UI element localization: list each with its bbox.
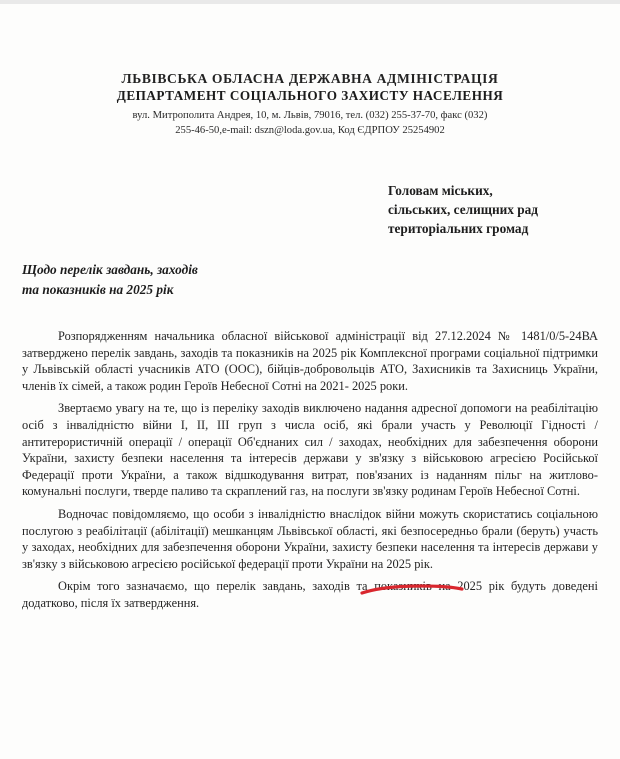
- addressee-line-3: територіальних громад: [388, 221, 529, 236]
- addressee-line-1: Головам міських,: [388, 183, 493, 198]
- contact-line-2: 255-46-50,e-mail: dszn@loda.gov.ua, Код ЄДРПОУ 25254902: [175, 125, 445, 136]
- subject-line-2: та показників на 2025 рік: [22, 282, 174, 297]
- addressee-line-2: сільських, селищних рад: [388, 202, 539, 217]
- body-paragraph-2: Звертаємо увагу на те, що із переліку заходів виключено надання адресної допомоги на реабілітацію осіб з інвалідністю війни І, ІІ, ІІІ груп з числа осіб, які брали участь у Революції Гідності / антитерористичній операції / операції Об'єднаних сил / заходах, необхідних для забезпечення оборони України, захисту безпеки населення та інтересів держави у зв'язку з військовою агресією Російської Федерації проти України, а також відшкодування витрат, пов'язаних із наданням пільг на житлово-комунальні послуги, тверде паливо та скраплений газ, на послуги зв'язку родинам Героїв Небесної Сотні.: [22, 401, 598, 499]
- body-paragraph-3: Водночас повідомляємо, що особи з інвалідністю внаслідок війни можуть скористатись соціальною послугою з реабілітації (абілітації) мешканцям Львівської області, які безпосередньо брали (беруть) участь у заходах, необхідних для забезпечення оборони України, захисту безпеки населення та інтересів держави у зв'язку з військовою агресією російської федерації проти України на 2025 рік.: [22, 506, 598, 571]
- contact-line-1: вул. Митрополита Андрея, 10, м. Львів, 79016, тел. (032) 255-37-70, факс (032): [132, 110, 488, 121]
- letterhead: [40, 70, 580, 138]
- body-paragraph-4: Окрім того зазначаємо, що перелік завдань, заходів та показників на 2025 рік будуть доведені додатково, після їх затвердження.: [22, 579, 598, 610]
- organization-name: ЛЬВІВСЬКА ОБЛАСНА ДЕРЖАВНА АДМІНІСТРАЦІЯ: [121, 71, 499, 86]
- body-paragraph-1: Розпорядженням начальника обласної військової адміністрації від 27.12.2024 № 1481/0/5-24ВА затверджено перелік завдань, заходів та показників на 2025 рік Комплексної програми соціальної підтримки у Львівській області учасників АТО (ООС), бійців-добровольців АТО, Захисників та Захисниць України, членів їх сімей, а також родин Героїв Небесної Сотні на 2021- 2025 роки.: [22, 329, 598, 393]
- contact-details: [40, 108, 580, 138]
- addressee-block: [388, 181, 598, 238]
- letter-body: [22, 328, 598, 618]
- screenshot-top-edge: [0, 0, 620, 4]
- department-name: ДЕПАРТАМЕНТ СОЦІАЛЬНОГО ЗАХИСТУ НАСЕЛЕННЯ: [116, 88, 504, 103]
- subject-line-1: Щодо перелік завдань, заходів: [22, 262, 198, 277]
- letter-subject: [22, 260, 312, 300]
